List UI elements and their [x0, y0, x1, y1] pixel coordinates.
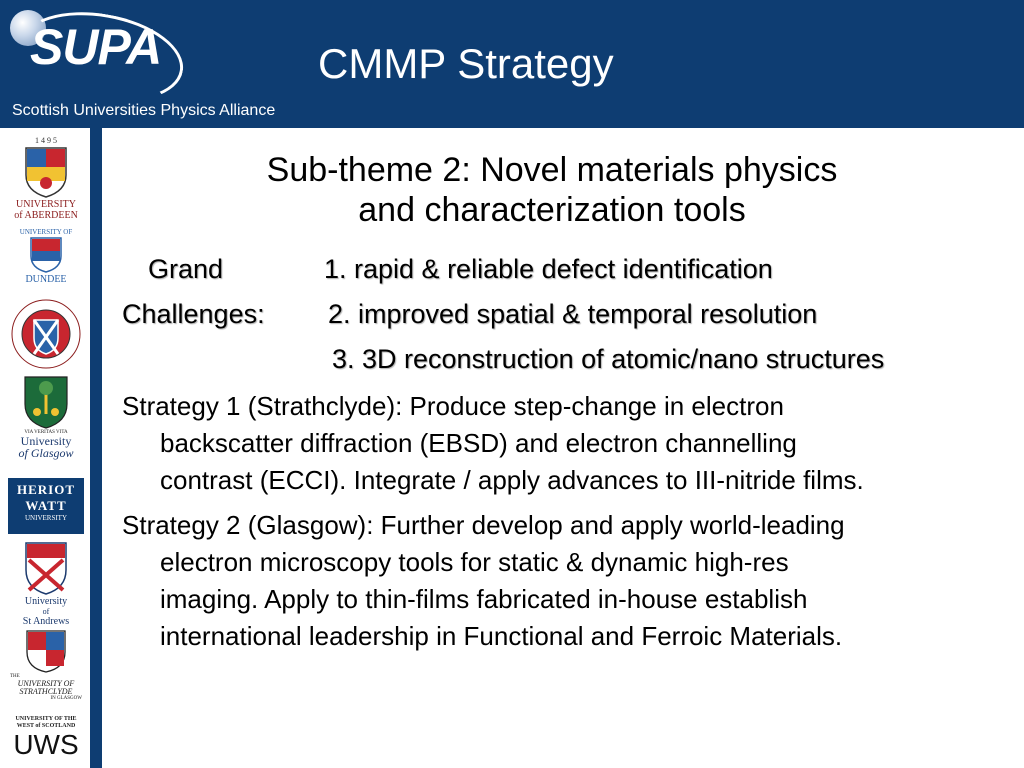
glasgow-label-2: of Glasgow: [18, 446, 74, 460]
glasgow-crest-icon: [22, 374, 70, 430]
challenges-label: Challenges:: [122, 299, 265, 329]
uws-logo: [6, 716, 86, 760]
heriot-label: HERIOT: [16, 482, 75, 497]
glasgow-logo: [6, 374, 86, 459]
challenge-1: 1. rapid & reliable defect identification: [324, 254, 773, 284]
challenge-3: 3. 3D reconstruction of atomic/nano structures: [332, 344, 885, 374]
strategy-2-line-1: Strategy 2 (Glasgow): Further develop and apply world-leading: [122, 510, 845, 540]
dundee-label: DUNDEE: [25, 274, 67, 285]
aberdeen-year: 1 4 9 5: [35, 136, 57, 145]
grand-label: Grand: [148, 254, 224, 284]
dundee-logo: [6, 228, 86, 285]
strategy-2-line-2: electron microscopy tools for static & dynamic high-res: [160, 547, 789, 577]
strathclyde-label-1: THE: [10, 674, 20, 679]
strathclyde-logo: [6, 628, 86, 702]
st-andrews-label-3: St Andrews: [22, 616, 70, 627]
glasgow-label-1: University: [20, 434, 72, 448]
uws-label-1: UNIVERSITY OF THE: [15, 716, 77, 722]
strathclyde-crest-icon: [24, 628, 68, 674]
slide-title: CMMP Strategy: [318, 40, 614, 87]
strategy-2-line-3: imaging. Apply to thin-films fabricated in-house establish: [160, 584, 808, 614]
aberdeen-label-1: UNIVERSITY: [16, 199, 76, 210]
subtheme-line-2: and characterization tools: [358, 191, 746, 229]
heriot-watt-university-label: UNIVERSITY: [25, 514, 67, 522]
st-andrews-label-2: of: [42, 607, 50, 616]
st-andrews-label-1: University: [24, 596, 68, 607]
st-andrews-crest-icon: [23, 540, 69, 596]
strategy-1-line-1: Strategy 1 (Strathclyde): Produce step-change in electron: [122, 391, 784, 421]
header-banner: [0, 0, 1024, 128]
strathclyde-label-2: UNIVERSITY OF: [17, 679, 75, 688]
strathclyde-label-4: IN GLASGOW: [50, 696, 82, 701]
challenge-2: 2. improved spatial & temporal resolution: [328, 299, 818, 329]
subtheme-line-1: Sub-theme 2: Novel materials physics: [266, 151, 838, 189]
glasgow-motto: VIA VERITAS VITA: [24, 430, 68, 435]
watt-label: WATT: [25, 498, 67, 513]
aberdeen-logo: [6, 136, 86, 221]
strategy-2-line-4: international leadership in Functional and Ferroic Materials.: [160, 621, 843, 651]
strathclyde-label-3: STRATHCLYDE: [19, 687, 73, 696]
strategy-2-block: [122, 507, 1012, 655]
supa-logo-text: SUPA: [30, 19, 162, 75]
tagline: Scottish Universities Physics Alliance: [12, 102, 276, 119]
uws-wordmark: UWS: [13, 729, 79, 760]
edinburgh-logo: [6, 298, 86, 342]
uws-label-2: WEST of SCOTLAND: [16, 723, 76, 729]
strategy-1-block: [122, 388, 1012, 499]
heriot-watt-logo: [8, 478, 84, 534]
strategy-1-line-2: backscatter diffraction (EBSD) and electron channelling: [160, 428, 797, 458]
dundee-crest-icon: [29, 236, 63, 274]
st-andrews-logo: [6, 540, 86, 627]
dundee-arc-text: UNIVERSITY OF: [19, 228, 73, 236]
aberdeen-crest-icon: [23, 145, 69, 199]
strategy-1-line-3: contrast (ECCI). Integrate / apply advances to III-nitride films.: [160, 465, 864, 495]
aberdeen-label-2: of ABERDEEN: [14, 210, 78, 221]
slide-content: [122, 150, 1012, 230]
